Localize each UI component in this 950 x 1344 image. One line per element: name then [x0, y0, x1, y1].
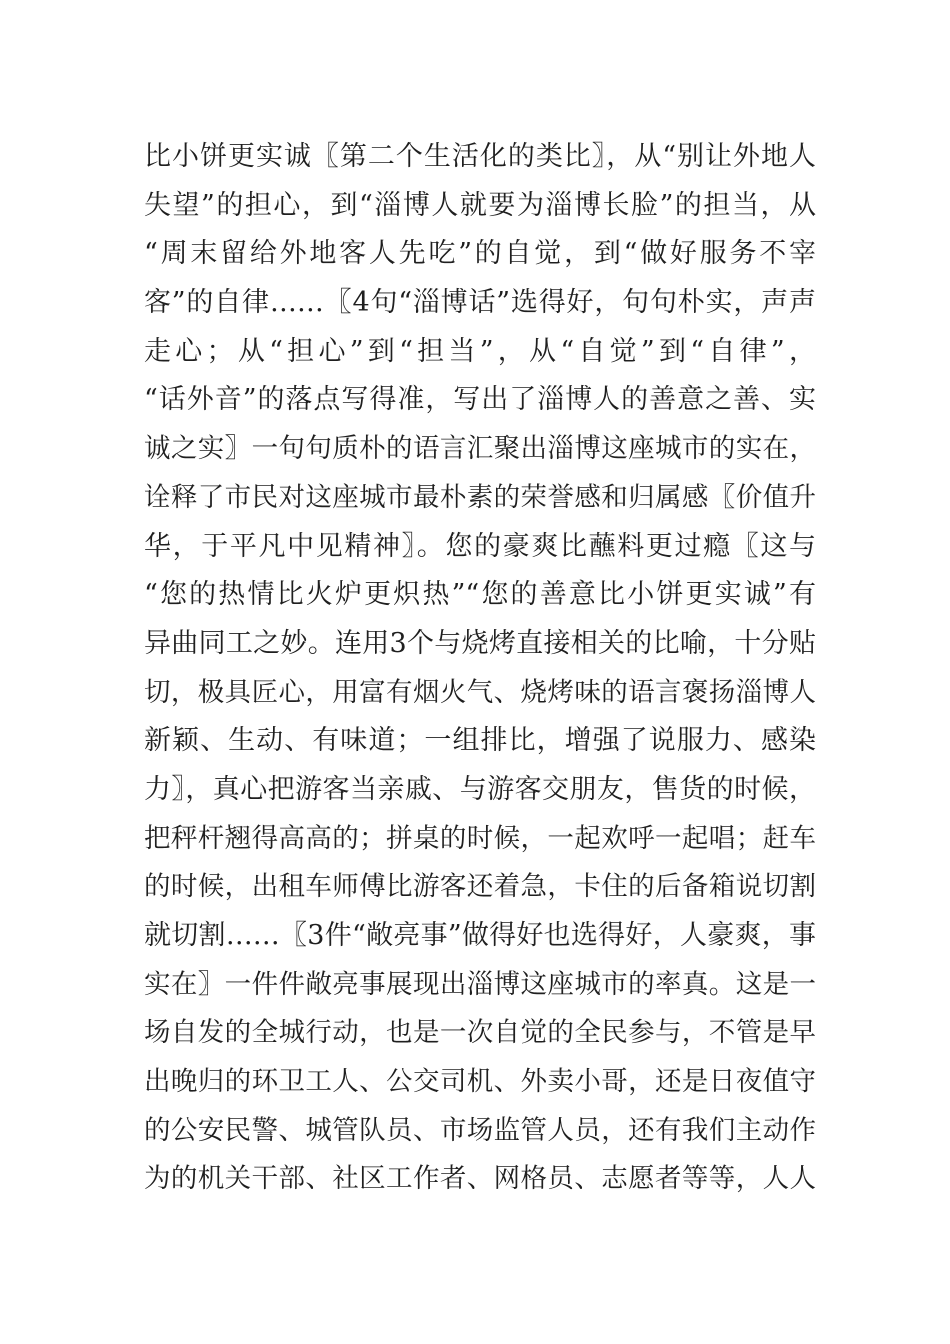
- text-line-10: “您的热情比火炉更炽热”“您的善意比小饼更实诚”有: [144, 579, 816, 611]
- body-paragraph: [144, 133, 816, 1204]
- text-line-22: 为的机关干部、社区工作者、网格员、志愿者等等，人人: [144, 1163, 816, 1195]
- text-line-20: 出晚归的环卫工人、公交司机、外卖小哥，还是日夜值守: [144, 1066, 816, 1098]
- text-line-1: 比小饼更实诚〖第二个生活化的类比〗，从“别让外地人: [144, 141, 816, 172]
- text-line-4: 客”的自律……〖4句“淄博话”选得好，句句朴实，声声: [144, 287, 816, 319]
- text-line-19: 场自发的全城行动，也是一次自觉的全民参与，不管是早: [144, 1017, 816, 1049]
- text-line-11: 异曲同工之妙。连用3个与烧烤直接相关的比喻，十分贴: [144, 627, 816, 659]
- text-line-15: 把秤杆翘得高高的；拼桌的时候，一起欢呼一起唱；赶车: [144, 822, 816, 854]
- text-line-3: “周末留给外地客人先吃”的自觉，到“做好服务不宰: [144, 238, 816, 270]
- text-line-5: 走心；从“担心”到“担当”，从“自觉”到“自律”，: [144, 335, 816, 367]
- text-line-21: 的公安民警、城管队员、市场监管人员，还有我们主动作: [144, 1114, 816, 1146]
- text-line-12: 切，极具匠心，用富有烟火气、烧烤味的语言褒扬淄博人: [144, 676, 816, 708]
- text-line-17: 就切割……〖3件“敞亮事”做得好也选得好，人豪爽，事: [144, 920, 816, 951]
- text-line-14: 力〗，真心把游客当亲戚、与游客交朋友，售货的时候，: [144, 773, 816, 805]
- text-line-13: 新颖、生动、有味道；一组排比，增强了说服力、感染: [144, 725, 816, 757]
- text-line-18: 实在〗一件件敞亮事展现出淄博这座城市的率真。这是一: [144, 968, 816, 1000]
- text-line-2: 失望”的担心，到“淄博人就要为淄博长脸”的担当，从: [144, 189, 816, 221]
- text-line-9: 华，于平凡中见精神〗。您的豪爽比蘸料更过瘾〖这与: [144, 530, 816, 562]
- text-line-7: 诚之实〗一句句质朴的语言汇聚出淄博这座城市的实在，: [144, 433, 816, 465]
- text-line-6: “话外音”的落点写得准，写出了淄博人的善意之善、实: [144, 384, 816, 416]
- text-line-16: 的时候，出租车师傅比游客还着急，卡住的后备箱说切割: [144, 871, 816, 903]
- text-line-8: 诠释了市民对这座城市最朴素的荣誉感和归属感〖价值升: [144, 481, 816, 513]
